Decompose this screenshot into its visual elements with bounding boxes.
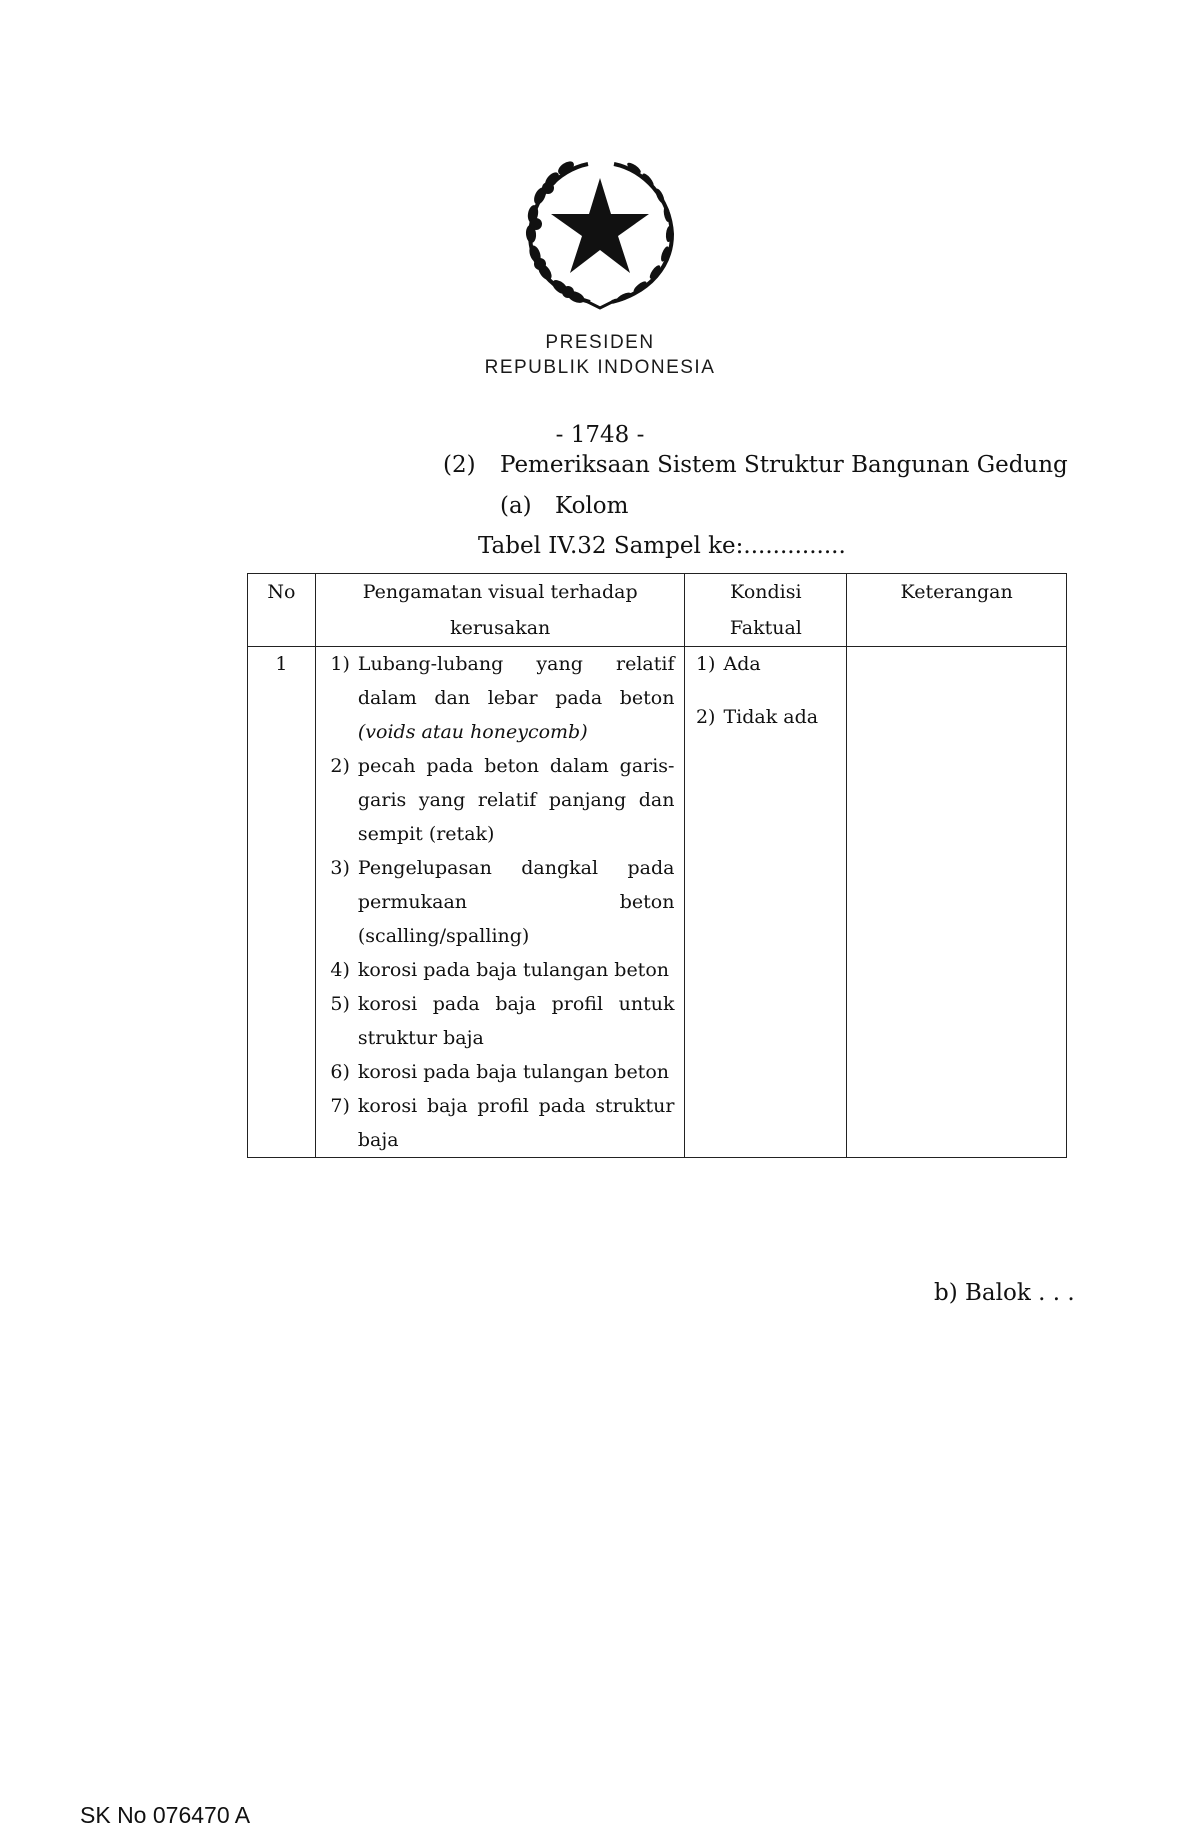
list-item <box>316 987 685 1055</box>
institution-subtitle: REPUBLIK INDONESIA <box>484 357 716 378</box>
item-text: Pengelupasan dangkal pada permukaan beton (scalling/spalling) <box>357 857 675 947</box>
table-header-row <box>248 574 1067 647</box>
section-number: (2) <box>443 452 476 478</box>
item-number: 6) <box>330 1061 350 1083</box>
item-number: 5) <box>330 993 350 1015</box>
item-number: 3) <box>330 857 350 879</box>
subsection-heading <box>500 493 628 519</box>
list-item <box>316 851 685 953</box>
list-item <box>316 749 685 851</box>
header-condition-line1: Kondisi <box>730 581 802 603</box>
item-text: korosi pada baja tulangan beton <box>357 959 669 981</box>
item-text-main: Lubang-lubang yang relatif dalam dan lebar pada beton <box>357 653 675 709</box>
subsection-number: (a) <box>500 493 532 519</box>
item-number: 2) <box>330 755 350 777</box>
item-text: pecah pada beton dalam garis-garis yang relatif panjang dan sempit (retak) <box>357 755 675 845</box>
garuda-star-wreath-icon <box>518 142 682 310</box>
item-text: korosi pada baja tulangan beton <box>357 1061 669 1083</box>
subsection-title: Kolom <box>555 493 629 519</box>
item-text: korosi baja profil pada struktur baja <box>357 1095 675 1151</box>
document-serial-number: SK No 076470 A <box>80 1802 251 1828</box>
institution-title: PRESIDEN <box>545 332 655 353</box>
list-item <box>316 1089 685 1157</box>
list-item <box>316 1055 685 1089</box>
item-text <box>358 647 675 749</box>
header-observation <box>315 574 685 647</box>
item-number: 1) <box>330 653 350 675</box>
table-caption: Tabel IV.32 Sampel ke:.............. <box>478 533 846 559</box>
condition-text: Ada <box>723 653 761 675</box>
header-no: No <box>248 574 316 647</box>
remarks-cell <box>847 647 1067 1158</box>
item-number: 7) <box>330 1095 350 1117</box>
list-item <box>316 647 685 749</box>
table-row <box>248 647 1067 1158</box>
observation-table <box>247 573 1067 1158</box>
observation-list <box>316 647 685 1157</box>
condition-list <box>685 647 846 734</box>
item-text: korosi pada baja profil untuk struktur baja <box>357 993 675 1049</box>
page-number: - 1748 - <box>555 422 645 448</box>
condition-number: 2) <box>695 706 716 728</box>
header-remarks: Keterangan <box>847 574 1067 647</box>
condition-option <box>685 700 846 734</box>
next-page-reference: b) Balok . . . <box>934 1280 1075 1306</box>
item-number: 4) <box>330 959 350 981</box>
emblem-graphic <box>518 142 682 310</box>
section-heading <box>443 452 1068 478</box>
header-observation-line1: Pengamatan visual terhadap <box>362 581 638 603</box>
item-text-italic: (voids atau honeycomb) <box>357 721 588 743</box>
list-item <box>316 953 685 987</box>
condition-cell <box>685 647 847 1158</box>
header-condition-line2: Faktual <box>729 617 802 639</box>
observation-cell <box>315 647 685 1158</box>
condition-text: Tidak ada <box>723 706 819 728</box>
section-title: Pemeriksaan Sistem Struktur Bangunan Gedung <box>500 452 1068 478</box>
header-condition <box>685 574 847 647</box>
row-number: 1 <box>248 647 316 1158</box>
header-observation-line2: kerusakan <box>450 617 551 639</box>
condition-option <box>685 647 846 681</box>
condition-number: 1) <box>695 653 716 675</box>
